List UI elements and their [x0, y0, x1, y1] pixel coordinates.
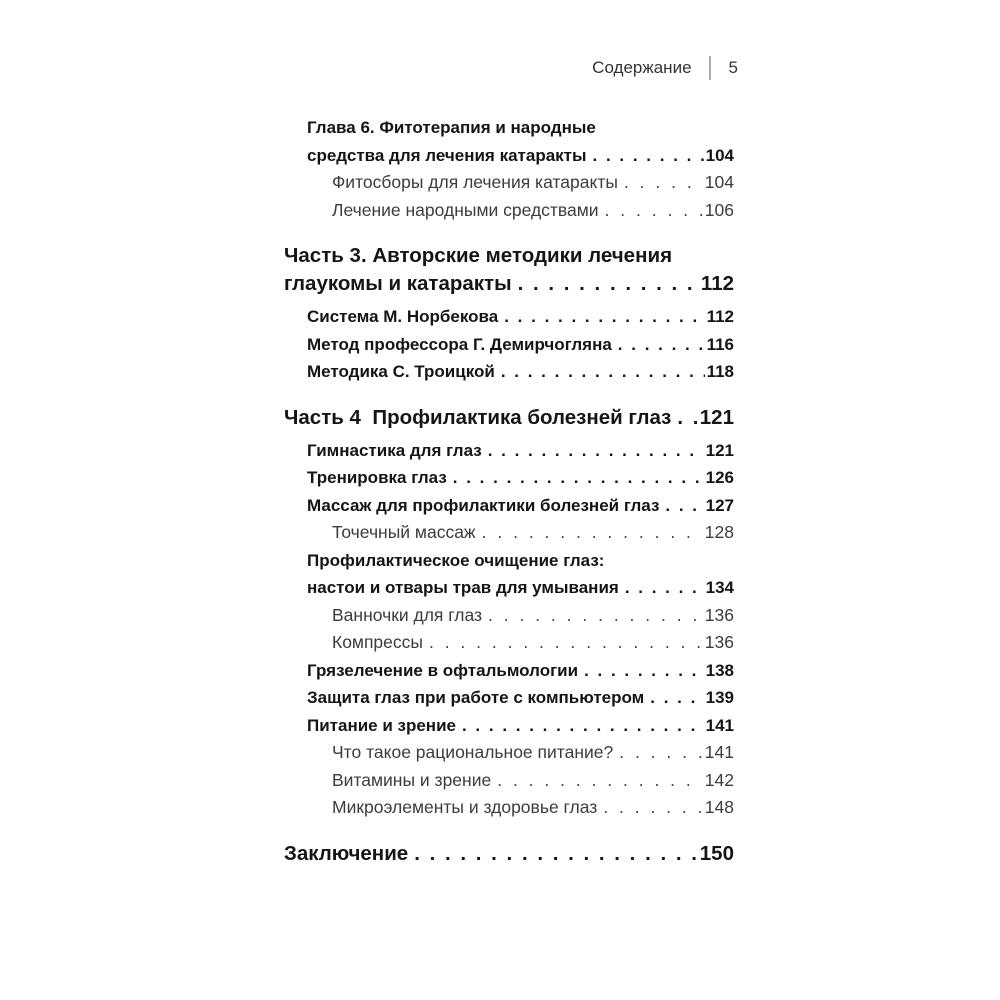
toc-page-number: 139: [705, 688, 734, 707]
toc-entry-line2: [307, 437, 734, 465]
toc-entry: [284, 437, 734, 465]
toc-entry: [284, 404, 734, 432]
toc-entry-line2: [307, 358, 734, 386]
toc-entry: [284, 358, 734, 386]
dot-leader: [625, 574, 704, 602]
toc-page-number: 121: [705, 440, 734, 460]
toc-entry-title: Точечный массаж: [332, 522, 476, 542]
toc-entry-line2: [307, 142, 734, 170]
toc-entry-line2: [332, 197, 734, 225]
toc-entry-line1: [307, 547, 734, 575]
toc-entry-title: Часть 3. Авторские методики лечения: [284, 244, 673, 267]
toc-page-number: 127: [705, 495, 734, 515]
toc-entry: [284, 464, 734, 492]
toc-entry: [284, 684, 734, 712]
toc-entry: [284, 519, 734, 547]
toc-page-number: 128: [704, 522, 734, 542]
toc-entry-line2: [284, 840, 734, 868]
toc-entry: [284, 169, 734, 197]
toc-entry-title: Заключение: [284, 841, 409, 865]
folio-page-number: 5: [728, 58, 738, 77]
toc-entry-title: Гимнастика для глаз: [307, 440, 482, 460]
toc-entry-title: Фитосборы для лечения катаракты: [332, 172, 618, 192]
toc-entry-title: Защита глаз при работе с компьютером: [307, 688, 645, 707]
dot-leader: [605, 197, 703, 225]
toc-page-number: 118: [706, 362, 734, 381]
toc-page-number: 148: [704, 797, 734, 817]
toc-entry-title: Методика С. Троицкой: [307, 362, 495, 381]
dot-leader: [665, 492, 703, 520]
toc-entry-line2: [307, 712, 734, 740]
toc-entry-title: Ванночки для глаз: [332, 604, 483, 625]
toc-entry-title: Компрессы: [332, 632, 423, 652]
toc-entry-line2: [307, 574, 734, 602]
toc-entry: [284, 657, 734, 685]
toc-entry-line1: [307, 114, 734, 142]
toc-entry-title: Система М. Норбекова: [307, 307, 499, 326]
toc-entry-title: Грязелечение в офтальмологии: [307, 660, 579, 680]
toc-entry-line2: [332, 602, 734, 630]
running-head-title: Содержание: [592, 58, 692, 77]
toc-entry-line2: [332, 629, 734, 657]
toc-entry-title: Метод профессора Г. Демирчогляна: [307, 334, 612, 354]
dot-leader: [677, 404, 697, 432]
toc-entry-line2: [284, 270, 734, 298]
toc-entry: [284, 492, 734, 520]
header-divider: [709, 56, 711, 80]
toc-page-number: 126: [705, 468, 734, 487]
dot-leader: [482, 519, 703, 547]
dot-leader: [624, 169, 703, 197]
toc-page-number: 121: [699, 405, 734, 429]
dot-leader: [462, 712, 704, 740]
toc-entry-title: Глава 6. Фитотерапия и народные: [307, 118, 596, 137]
toc-entry: [284, 629, 734, 657]
toc-entry: [284, 840, 734, 868]
dot-leader: [497, 767, 703, 795]
toc-entry-title: Питание и зрение: [307, 715, 456, 735]
toc-entry-title: Часть 4 Профилактика болезней глаз: [284, 405, 672, 429]
toc-entry-line2: [307, 331, 734, 359]
toc-entry: [284, 602, 734, 630]
dot-leader: [488, 602, 703, 630]
toc-entry-line2: [332, 794, 734, 822]
dot-leader: [488, 437, 704, 465]
toc-entry-title: Лечение народными средствами: [332, 199, 599, 220]
dot-leader: [501, 358, 705, 386]
toc-page-number: 104: [705, 145, 734, 165]
toc-entry: [284, 303, 734, 331]
toc-entry: [284, 547, 734, 602]
toc-entry-line2: [332, 519, 734, 547]
page-header: [592, 56, 738, 80]
toc-entry-line1: [284, 242, 734, 270]
toc-entry-title: средства для лечения катаракты: [307, 145, 587, 165]
dot-leader: [414, 840, 698, 868]
toc-entry: [284, 767, 734, 795]
dot-leader: [593, 142, 704, 170]
dot-leader: [619, 739, 703, 767]
dot-leader: [650, 684, 703, 712]
toc-page-number: 141: [704, 742, 734, 762]
toc-entry-title: Витамины и зрение: [332, 769, 492, 790]
toc-page-number: 136: [704, 604, 734, 625]
toc-page-number: 142: [704, 769, 734, 790]
dot-leader: [618, 331, 705, 359]
dot-leader: [453, 464, 704, 492]
toc-entry: [284, 331, 734, 359]
toc-page-number: 136: [704, 632, 734, 652]
toc-entry-line2: [332, 739, 734, 767]
toc-entry-line2: [332, 767, 734, 795]
toc-entry-line2: [307, 303, 734, 331]
toc-page-number: 134: [705, 578, 734, 597]
toc-entry-line2: [284, 404, 734, 432]
toc-page-number: 150: [699, 841, 734, 865]
toc-entry-line2: [307, 684, 734, 712]
toc-entry: [284, 197, 734, 225]
toc-page-number: 141: [705, 715, 734, 735]
dot-leader: [518, 270, 699, 298]
toc-page-number: 104: [704, 172, 734, 192]
toc-entry-title: Профилактическое очищение глаз:: [307, 550, 605, 570]
toc-page-number: 106: [704, 199, 734, 220]
toc-list: [284, 114, 734, 873]
toc-entry: [284, 794, 734, 822]
toc-entry-line2: [307, 657, 734, 685]
toc-entry: [284, 242, 734, 298]
toc-entry-line2: [307, 492, 734, 520]
dot-leader: [584, 657, 704, 685]
toc-entry-line2: [307, 464, 734, 492]
toc-entry-title: Микроэлементы и здоровье глаз: [332, 797, 598, 817]
toc-entry-line2: [332, 169, 734, 197]
toc-page-number: 112: [706, 307, 734, 326]
toc-entry: [284, 114, 734, 169]
toc-entry-title: Что такое рациональное питание?: [332, 742, 614, 762]
toc-entry-title: Массаж для профилактики болезней глаз: [307, 495, 660, 515]
dot-leader: [504, 303, 704, 331]
dot-leader: [429, 629, 703, 657]
toc-entry-title: настои и отвары трав для умывания: [307, 578, 619, 597]
toc-entry-title: Тренировка глаз: [307, 468, 447, 487]
dot-leader: [603, 794, 702, 822]
toc-entry-title: глаукомы и катаракты: [284, 272, 512, 295]
toc-page-number: 116: [706, 334, 734, 354]
toc-page-number: 138: [705, 660, 734, 680]
toc-entry: [284, 739, 734, 767]
toc-page-number: 112: [700, 272, 734, 295]
toc-entry: [284, 712, 734, 740]
